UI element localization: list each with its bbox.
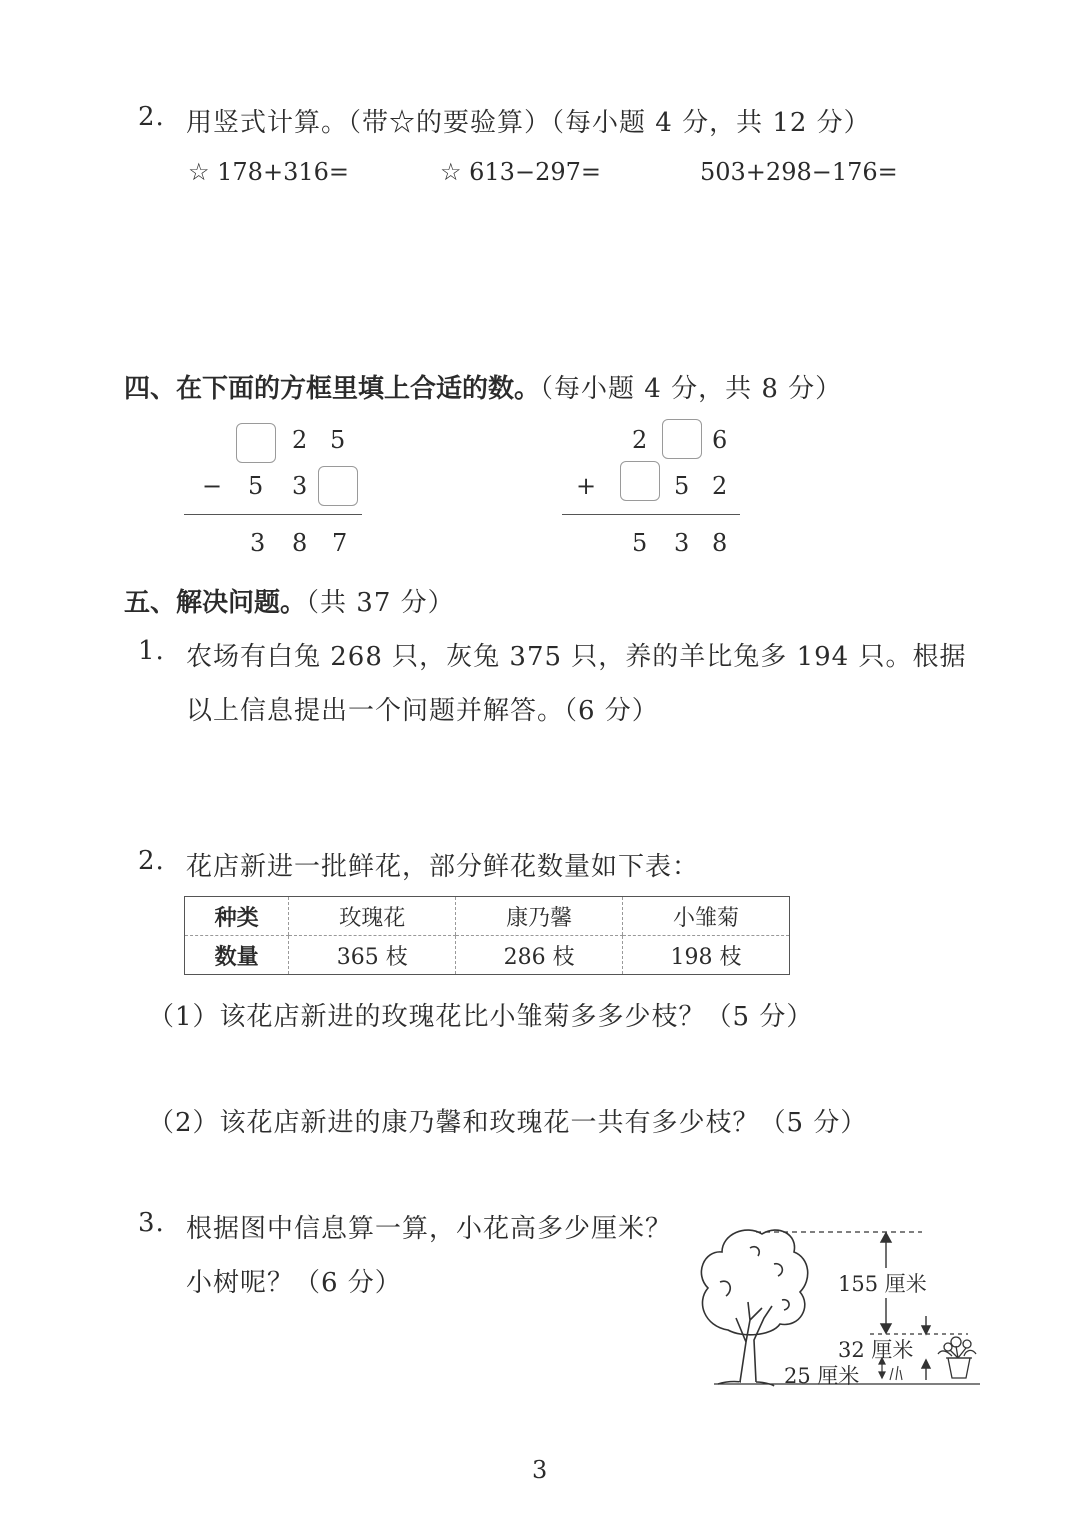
section5-heading xyxy=(124,582,455,619)
table-cell: 198 枝 xyxy=(623,936,790,975)
table-header: 玫瑰花 xyxy=(289,897,456,936)
digit: 2 xyxy=(292,426,308,454)
answer-box[interactable] xyxy=(236,423,276,463)
label-155: 155 厘米 xyxy=(838,1272,927,1296)
table-header: 种类 xyxy=(185,897,289,936)
digit: 3 xyxy=(674,529,690,557)
digit: 2 xyxy=(632,426,648,454)
q5-3-line1: 根据图中信息算一算，小花高多少厘米？ xyxy=(186,1214,673,1244)
q5-2-text: 花店新进一批鲜花，部分鲜花数量如下表： xyxy=(186,852,700,882)
flower-table xyxy=(184,896,790,975)
exercise-3: 503+298−176= xyxy=(700,158,898,186)
result-line xyxy=(184,514,362,515)
section4-title: 四、在下面的方框里填上合适的数。 xyxy=(124,374,541,404)
label-25: 25 厘米 xyxy=(784,1364,860,1388)
operator-sign: + xyxy=(576,472,597,500)
answer-box[interactable] xyxy=(620,461,660,501)
exercise-2: ☆ 613−297= xyxy=(440,158,601,186)
q5-1-line1: 农场有白兔 268 只，灰兔 375 只，养的羊比兔多 194 只。根据 xyxy=(186,642,967,672)
operator-sign: − xyxy=(202,472,223,500)
q2-instruction: 用竖式计算。（带☆的要验算）（每小题 4 分，共 12 分） xyxy=(186,108,871,138)
q2-number: 2. xyxy=(138,102,165,132)
digit: 7 xyxy=(332,529,348,557)
digit: 8 xyxy=(712,529,728,557)
height-arrow-32 xyxy=(922,1316,930,1380)
section5-points: （共 37 分） xyxy=(306,588,455,618)
table-cell: 286 枝 xyxy=(456,936,623,975)
digit: 3 xyxy=(250,529,266,557)
digit: 2 xyxy=(712,472,728,500)
table-header: 康乃馨 xyxy=(456,897,623,936)
section5-title: 五、解决问题。 xyxy=(124,588,307,618)
table-row xyxy=(185,936,790,975)
digit: 8 xyxy=(292,529,308,557)
exercise-1: ☆ 178+316= xyxy=(188,158,349,186)
q5-3-line2: 小树呢？（6 分） xyxy=(186,1268,402,1298)
q5-1-line2: 以上信息提出一个问题并解答。（6 分） xyxy=(186,696,659,726)
digit: 5 xyxy=(674,472,690,500)
digit: 5 xyxy=(632,529,648,557)
section4-points: （每小题 4 分，共 8 分） xyxy=(540,374,843,404)
flower-pot-icon xyxy=(938,1337,976,1378)
table-cell: 365 枝 xyxy=(289,936,456,975)
section4-heading xyxy=(124,368,842,405)
table-row xyxy=(185,897,790,936)
result-line xyxy=(562,514,740,515)
q5-2-sub1: （1）该花店新进的玫瑰花比小雏菊多多少枝？（5 分） xyxy=(148,1002,814,1032)
digit: 3 xyxy=(292,472,308,500)
digit: 5 xyxy=(248,472,264,500)
q5-1-number: 1. xyxy=(138,636,165,666)
answer-box[interactable] xyxy=(662,419,702,459)
grass-icon xyxy=(890,1366,902,1380)
table-header: 小雏菊 xyxy=(623,897,790,936)
page-number: 3 xyxy=(532,1456,548,1484)
answer-box[interactable] xyxy=(318,466,358,506)
label-32: 32 厘米 xyxy=(838,1338,914,1362)
q5-3-number: 3. xyxy=(138,1208,165,1238)
table-cell: 数量 xyxy=(214,944,259,970)
q5-2-sub2: （2）该花店新进的康乃馨和玫瑰花一共有多少枝？（5 分） xyxy=(148,1108,868,1138)
q5-2-number: 2. xyxy=(138,846,165,876)
digit: 5 xyxy=(330,426,346,454)
digit: 6 xyxy=(712,426,728,454)
